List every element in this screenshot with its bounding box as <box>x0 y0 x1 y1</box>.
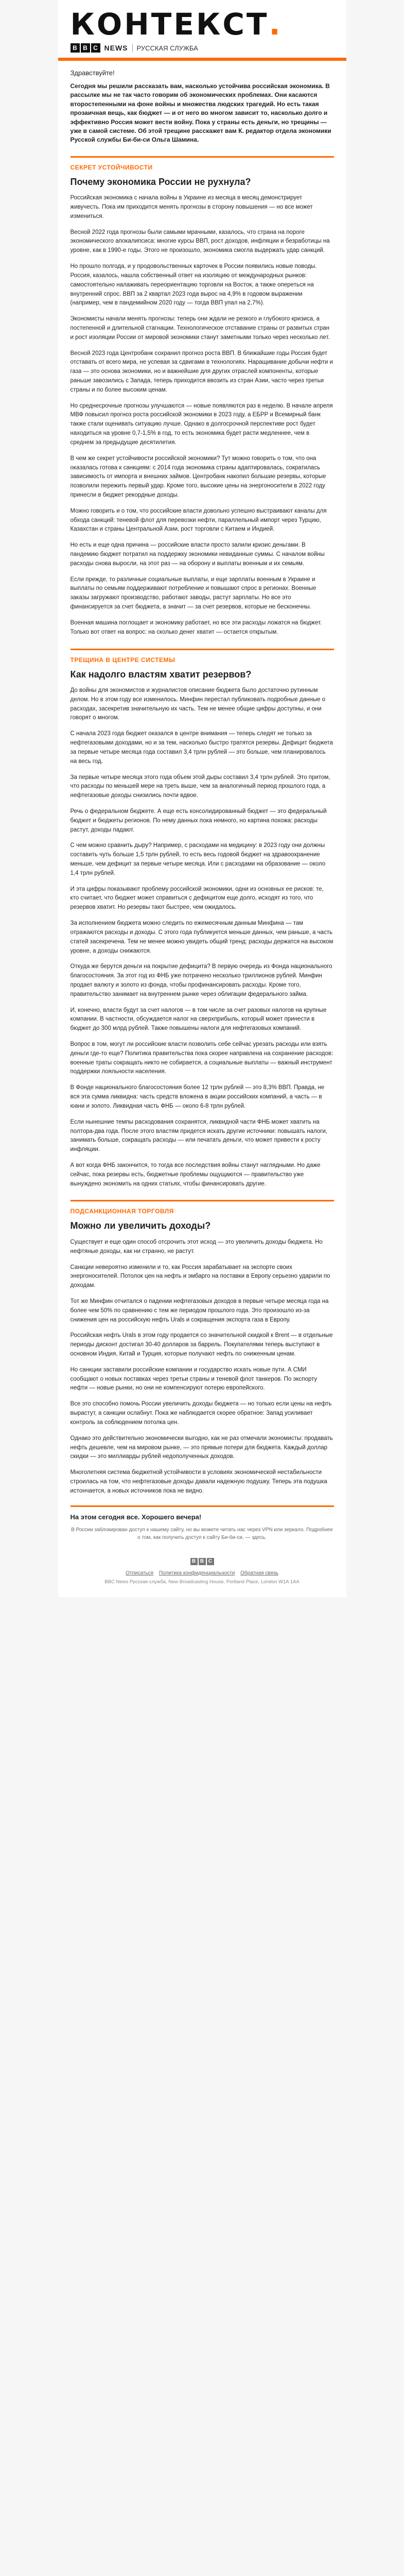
privacy-link[interactable]: Политика конфиденциальности <box>159 1570 235 1576</box>
paragraph: Если нынешние темпы расходования сохранятся, ликвидной части ФНБ может хватить на полтора-два года. После этого властям придется искать другие источники: повышать налоги, занимать больше, сокращать расходы — или печатать деньги, что может привести к росту инфляции. <box>70 1118 328 1153</box>
bbc-letter: B <box>71 43 80 53</box>
paragraph: Экономисты начали менять прогнозы: теперь они ждали не резкого и глубокого кризиса, а постепенной и длительной стагнации. Технологическое отставание страны от развитых стран и рост изоляции России от мировой экономики станут заметными только через несколько лет. <box>70 316 330 341</box>
paragraph: Вопрос в том, могут ли российские власти позволить себе сейчас урезать расходы или взять деньги где-то еще? Политика правительства пока скорее направлена на сохранение расходов: военные траты сокращать никто не собирается, а социальные выплаты — важный инструмент поддержки лояльности населения. <box>70 1041 333 1075</box>
paragraph: Тот же Минфин отчитался о падении нефтегазовых доходов в первые четыре месяца года на более чем 50% по сравнению с тем же периодом прошлого года. Это произошло из-за снижения цен на российскую нефть Urals и сокращения экспорта газа в Европу. <box>70 1298 329 1323</box>
paragraph: Все это способно помочь России увеличить доходы бюджета — но только если цены на нефть вырастут, а санкции ослабнут. Пока же наблюдается скорее обратное: Запад усиливает контроль за соблюдением потолка цен. <box>70 1401 332 1426</box>
footer-address: BBC News Русская служба, New Broadcasting House, Portland Place, London W1A 1AA <box>104 1579 300 1585</box>
newsletter-body <box>58 61 346 1547</box>
paragraph: В чем же секрет устойчивости российской экономики? Тут можно говорить о том, что она оказалась готова к санкциям: с 2014 года экономика страны адаптировалась, сократилась зависимость от импорта и внешних займов. Центробанк накопил большие резервы, которые позволили пережить первый удар. Кроме того, высокие цены на энергоносители в 2022 году принесли в бюджет рекордные доходы. <box>70 455 326 498</box>
article-title: Можно ли увеличить доходы? <box>70 1221 211 1231</box>
bbc-letter: B <box>81 43 90 53</box>
logo-text: КОНТЕКСТ <box>70 7 269 42</box>
paragraph: Российская нефть Urals в этом году продается со значительной скидкой к Brent — в отдельные периоды дисконт достигал 30-40 долларов за баррель. Покупателями теперь выступают в основном Индия, Китай и Турция, которые получают нефть по сниженным ценам. <box>70 1332 333 1358</box>
bbc-letter: B <box>199 1558 206 1565</box>
footer <box>58 1547 346 1597</box>
paragraph: С чем можно сравнить дыру? Например, с расходами на медицину: в 2023 году они должны составить чуть больше 1,5 трлн рублей, то есть весь годовой бюджет на здравоохранение меньше, чем дефицит за первые четыре месяца. Или с расходами на образование — около 1,4 трлн рублей. <box>70 842 326 876</box>
section-reserves <box>71 649 334 1189</box>
paragraph: С начала 2023 года бюджет оказался в центре внимания — теперь следят не только за нефтегазовыми доходами, но и за тем, насколько быстро тратятся резервы. Дефицит бюджета за первые четыре месяца года составил 3,4 трлн рублей — это больше, чем планировалось на весь год. <box>70 731 333 765</box>
section-resilience <box>71 156 334 637</box>
paragraph: И эта цифры показывают проблему российской экономики, одни из основных ее рисков: те, кто считает, что бюджет может справиться с дефицитом еще долго, исходят из того, что резервов хватит. Но резервы тают быстрее, чем ожидалось. <box>70 886 324 911</box>
footer-links <box>71 1570 334 1576</box>
greeting: Здравствуйте! <box>70 69 115 77</box>
article-title: Как надолго властям хватит резервов? <box>70 669 252 680</box>
feedback-link[interactable]: Обратная связь <box>240 1570 278 1576</box>
paragraph: Санкции невероятно изменили и то, как Россия зарабатывает на экспорте своих энергоносителей. Потолок цен на нефть и эмбарго на поставки в Европу серьезно ударили по доходам. <box>70 1264 330 1289</box>
bbc-logo[interactable] <box>71 43 100 53</box>
unsubscribe-link[interactable]: Отписаться <box>126 1570 154 1576</box>
service-label: РУССКАЯ СЛУЖБА <box>136 44 198 52</box>
paragraph: До войны для экономистов и журналистов описание бюджета было достаточно рутинным делом. Но в этом году все изменилось. Минфин перестал публиковать подробные данные о расходах, засекретив значительную их часть. Тем не менее общие цифры доступны, и они говорят о многом. <box>70 687 325 721</box>
bbc-letter: C <box>91 43 100 53</box>
paragraph: Но прошло полгода, и у продовольственных карточек в России появились новые поводы. Россия, казалось, нашла собственный ответ на изоляцию от международных рынков: самостоятельно налаживать переориентацию торговли на Восток, а также опереться на внутренний спрос. ВВП за 2 квартал 2023 года вырос на 4,9% в годовом выражении (например, чем в пандемийном 2020 году — тогда ВВП упал на 2,7%). <box>70 263 317 307</box>
newsletter <box>58 0 346 1597</box>
paragraph: Но есть и еще одна причина — российские власти просто залили кризис деньгами. В пандемию бюджет потратил на поддержку экономики невиданные суммы. С началом войны расходы снова выросли, на этот раз — на оборону и выплаты военным и их семьям. <box>70 542 325 567</box>
paragraph: В Фонде национального благосостояния более 12 трлн рублей — это 8,3% ВВП. Правда, не вся эта сумма ликвидна: часть средств вложена в акции российских компаний, а часть — в юани и золото. Ликвидная часть ФНБ — около 6-8 трлн рублей. <box>70 1084 325 1109</box>
section-label: ТРЕЩИНА В ЦЕНТРЕ СИСТЕМЫ <box>71 649 334 664</box>
paragraph: Весной 2022 года прогнозы были самыми мрачными, казалось, что страна на пороге экономического апокалипсиса: многие курсы ВВП, рост доходов, инфляции и безработицы на уровне, как в 1990-е годы. Этого не произошло, экономика смогла выдержать удар санкций. <box>70 229 330 254</box>
article-title: Почему экономика России не рухнула? <box>70 176 251 187</box>
footer-bbc-logo[interactable] <box>190 1558 214 1565</box>
paragraph: Весной 2023 года Центробанк сохранил прогноз роста ВВП. В ближайшие годы Россия будет отставать от всего мира, не успевая за сдвигами в технологиях. Наращивание добычи нефти и газа — это основа экономики, но и важнейшие для других отраслей компоненты, которые раньше завозились с Запада, теперь приходится ввозить из стран Азии, часто через третьи страны и по более высоким ценам. <box>70 350 333 393</box>
bbc-brand-row <box>71 43 334 53</box>
paragraph: Откуда же берутся деньги на покрытие дефицита? В первую очередь из Фонда национального благосостояния. За этот год из ФНБ уже потрачено несколько триллионов рублей. Минфин продает валюту и золото из фонда, чтобы профинансировать расходы. Кроме того, правительство занимает на внутреннем рынке через облигации федерального займа. <box>70 963 332 997</box>
paragraph: Можно говорить и о том, что российские власти довольно успешно выстраивают каналы для обхода санкций: теневой флот для перевозки нефти, параллельный импорт через Турцию, Казахстан и страны Центральной Азии, рост торговли с Китаем и Индией. <box>70 507 327 533</box>
paragraph: Но среднесрочные прогнозы улучшаются — новые появляются раз в неделю. В начале апреля МВФ повысил прогноз роста российской экономики в 2023 году, а ЕБРР и Всемирный банк также стали оценивать ситуацию лучше. Однако в долгосрочной перспективе рост будет находиться на уровне 0,7-1,5% в год, то есть экономика будет расти медленнее, чем в среднем за предыдущие десятилетия. <box>70 402 333 446</box>
paragraph: А вот когда ФНБ закончится, то тогда все последствия войны станут наглядными. Но даже сейчас, пока резервы есть, бюджетные проблемы ощущаются — правительство уже вынуждено экономить на одних статьях, чтобы финансировать другие. <box>70 1162 321 1187</box>
paragraph: И, конечно, власти будут за счет налогов — в том числе за счет разовых налогов на крупные компании. В частности, обсуждается налог на сверхприбыль, который может принести в бюджет до 300 млрд рублей. Также повышены налоги для нефтегазовых компаний. <box>70 1007 327 1032</box>
bbc-letter: B <box>190 1558 198 1565</box>
paragraph: Существует и еще один способ отсрочить этот исход — это увеличить доходы бюджета. Но нефтяные доходы, как ни странно, не растут. <box>70 1239 323 1255</box>
paragraph: Речь о федеральном бюджете. А еще есть консолидированный бюджет — это федеральный бюджет и бюджеты регионов. По нему данных пока немного, но картина похожа: расходы растут, доходы падают. <box>70 808 327 833</box>
section-label: СЕКРЕТ УСТОЙЧИВОСТИ <box>71 156 334 171</box>
paragraph: За исполнением бюджета можно следить по ежемесячным данным Минфина — там отражаются расходы и доходы. С этого года публикуется меньше данных, чем раньше, а часть статей засекречена. Тем не менее можно увидеть общий тренд: расходы держатся на высоком уровне, а доходы снижаются. <box>70 920 333 954</box>
section-trade <box>71 1200 334 1496</box>
paragraph: Однако это действительно экономически выгодно, как не раз отмечали экономисты: продавать нефть дешевле, чем на мировом рынке, — это прямые потери для бюджета. Каждый доллар скидки — это миллиарды рублей недополученных доходов. <box>70 1435 333 1460</box>
paragraph: Многолетняя система бюджетной устойчивости в условиях экономической нестабильности строилась на том, что нефтегазовые доходы давали надежную подушку. Теперь эта подушка истончается, а новых источников пока не видно. <box>70 1469 327 1494</box>
access-disclaimer: В России заблокирован доступ к нашему сайту, но вы можете читать нас через VPN или зеркало. Подробнее о том, как получить доступ к сайту Би-би-си, — здесь. <box>71 1527 333 1540</box>
brand-divider <box>132 44 133 52</box>
logo-dot: . <box>269 7 283 42</box>
paragraph: Российская экономика с начала войны в Украине из месяца в месяц демонстрирует живучесть. Пока им приходится менять прогнозы в сторону повышения — но все может измениться. <box>70 195 313 219</box>
paragraph: Если прежде, то различные социальные выплаты, и еще зарплаты военным в Украине и выплаты по семьям поддерживают потребление и повышают спрос в регионах. Военные заказы загружают производство, работают заводы, растут зарплаты. Но все это финансируется за счет бюджета, а значит — за счет резервов, которые не бесконечны. <box>70 576 317 611</box>
paragraph: Военная машина поглощает и экономику работает, но все эти расходы ложатся на бюджет. Только вот ответ на вопрос: на сколько денег хватит — остается открытым. <box>70 619 322 635</box>
intro-paragraph: Сегодня мы решили рассказать вам, насколько устойчива российская экономика. В рассылке мы не так часто говорим об экономических проблемах. Они касаются второстепенными на фоне войны и множества людских трагедий. Но есть такая прозаичная вещь, как бюджет — и от него во многом зависит то, насколько долго и эффективно Россия может вести войну. Пока у страны есть деньги, но трещины — уже в самой системе. Об этой трещине расскажет вам К. редактор отдела экономики Русской службы Би-би-си Ольга Шамина. <box>70 82 331 144</box>
kontekst-logo[interactable] <box>70 7 334 42</box>
paragraph: Но санкции заставили российские компании и государство искать новые пути. А СМИ сообщают о новых поставках через третьи страны и теневой флот танкеров. По экспорту нефти — новые рынки, но они не компенсируют потерю европейского. <box>70 1366 318 1392</box>
bbc-letter: C <box>207 1558 214 1565</box>
paragraph: За первые четыре месяца этого года объем этой дыры составил 3,4 трлн рублей. Это притом, что расходы по меньшей мере на треть выше, чем за аналогичный период прошлого года, а нефтегазовые доходы снизились почти вдвое. <box>70 774 330 799</box>
signoff: На этом сегодня все. Хорошего вечера! <box>71 1505 334 1521</box>
news-label: NEWS <box>104 44 128 52</box>
section-label: ПОДСАНКЦИОННАЯ ТОРГОВЛЯ <box>71 1200 334 1215</box>
masthead <box>58 0 346 61</box>
